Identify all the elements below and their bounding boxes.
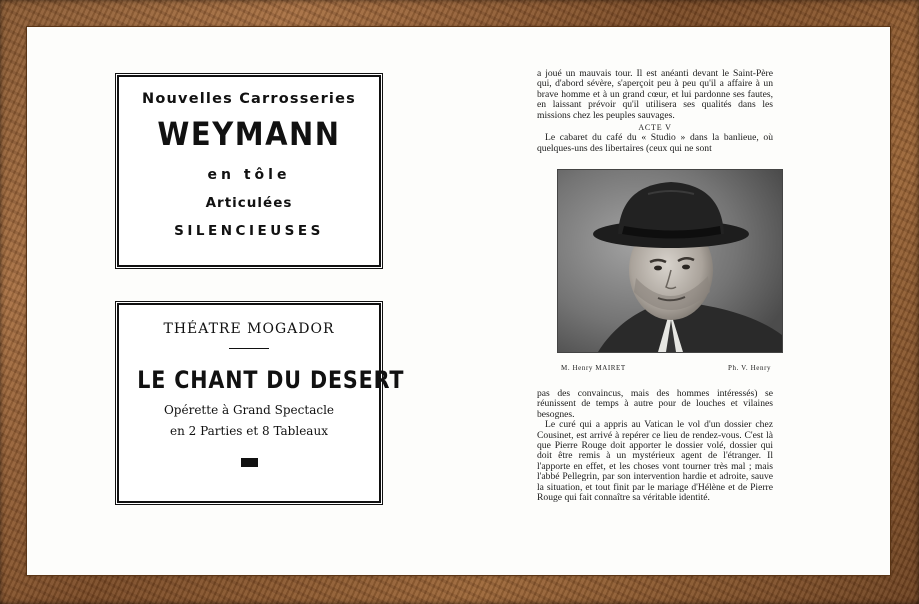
ad-mogador-title: LE CHANT DU DESERT — [137, 366, 405, 394]
ad-weymann-line1: Nouvelles Carrosseries — [142, 91, 356, 107]
ad-weymann-line5: SILENCIEUSES — [174, 223, 324, 239]
mogador-advertisement — [117, 303, 405, 503]
ad-weymann-brand: WEYMANN — [157, 115, 341, 153]
portrait-photo — [557, 169, 783, 353]
ad-mogador-subtitle1: Opérette à Grand Spectacle — [163, 403, 335, 417]
article-paragraph-3: pas des convaincus, mais des hommes intéressés) se réunissent de temps à autre pour de louches et vilaines besognes. — [537, 388, 773, 420]
ad-mogador-divider — [229, 348, 269, 349]
article-paragraph-1: a joué un mauvais tour. Il est anéanti devant le Saint-Père qui, d'abord sévère, s'aperçoit peu à peu qu'il a affaire à un brave homme et à un grand cœur, et lui pardonne ses fautes, en laissant prévoir qu'il utilisera ses qualités dans les missions chez les peuples sauvages. — [537, 68, 773, 121]
ad-weymann-line3: en tôle — [207, 167, 291, 183]
article-paragraph-4: Le curé qui a appris au Vatican le vol d'un dossier chez Cousinet, est arrivé à repérer ce lieu de rendez-vous. C'est là que Pierre Rouge doit apporter le dossier volé, dossier qui doit être remis à un mystérieux agent de l'étranger. Il l'apporte en effet, et les choses vont tourner très mal ; mais l'abbé Pellegrin, par son intervention hardie et adroite, sauve la situation, et tout finit par le mariage d'Hélène et de Pierre Rouge qui fait connaître sa véritable identité. — [537, 419, 773, 504]
ad-mogador-black-mark — [241, 458, 258, 467]
ad-weymann-line4: Articulées — [205, 195, 293, 211]
article-paragraph-2: Le cabaret du café du « Studio » dans la banlieue, où quelques-uns des libertaires (ceux qui ne sont — [537, 132, 773, 154]
photo-caption-name: M. Henry MAIRET — [561, 364, 626, 372]
portrait-illustration — [558, 170, 782, 352]
ad-mogador-venue: THÉATRE MOGADOR — [163, 321, 335, 337]
photo-caption-credit: Ph. V. Henry — [728, 364, 772, 372]
article-text-bottom — [537, 389, 773, 503]
ad-mogador-subtitle2: en 2 Parties et 8 Tableaux — [170, 424, 328, 438]
act-heading: ACTE V — [638, 123, 672, 133]
weymann-advertisement — [117, 75, 381, 267]
program-page — [27, 27, 890, 575]
article-text-top — [537, 69, 773, 154]
